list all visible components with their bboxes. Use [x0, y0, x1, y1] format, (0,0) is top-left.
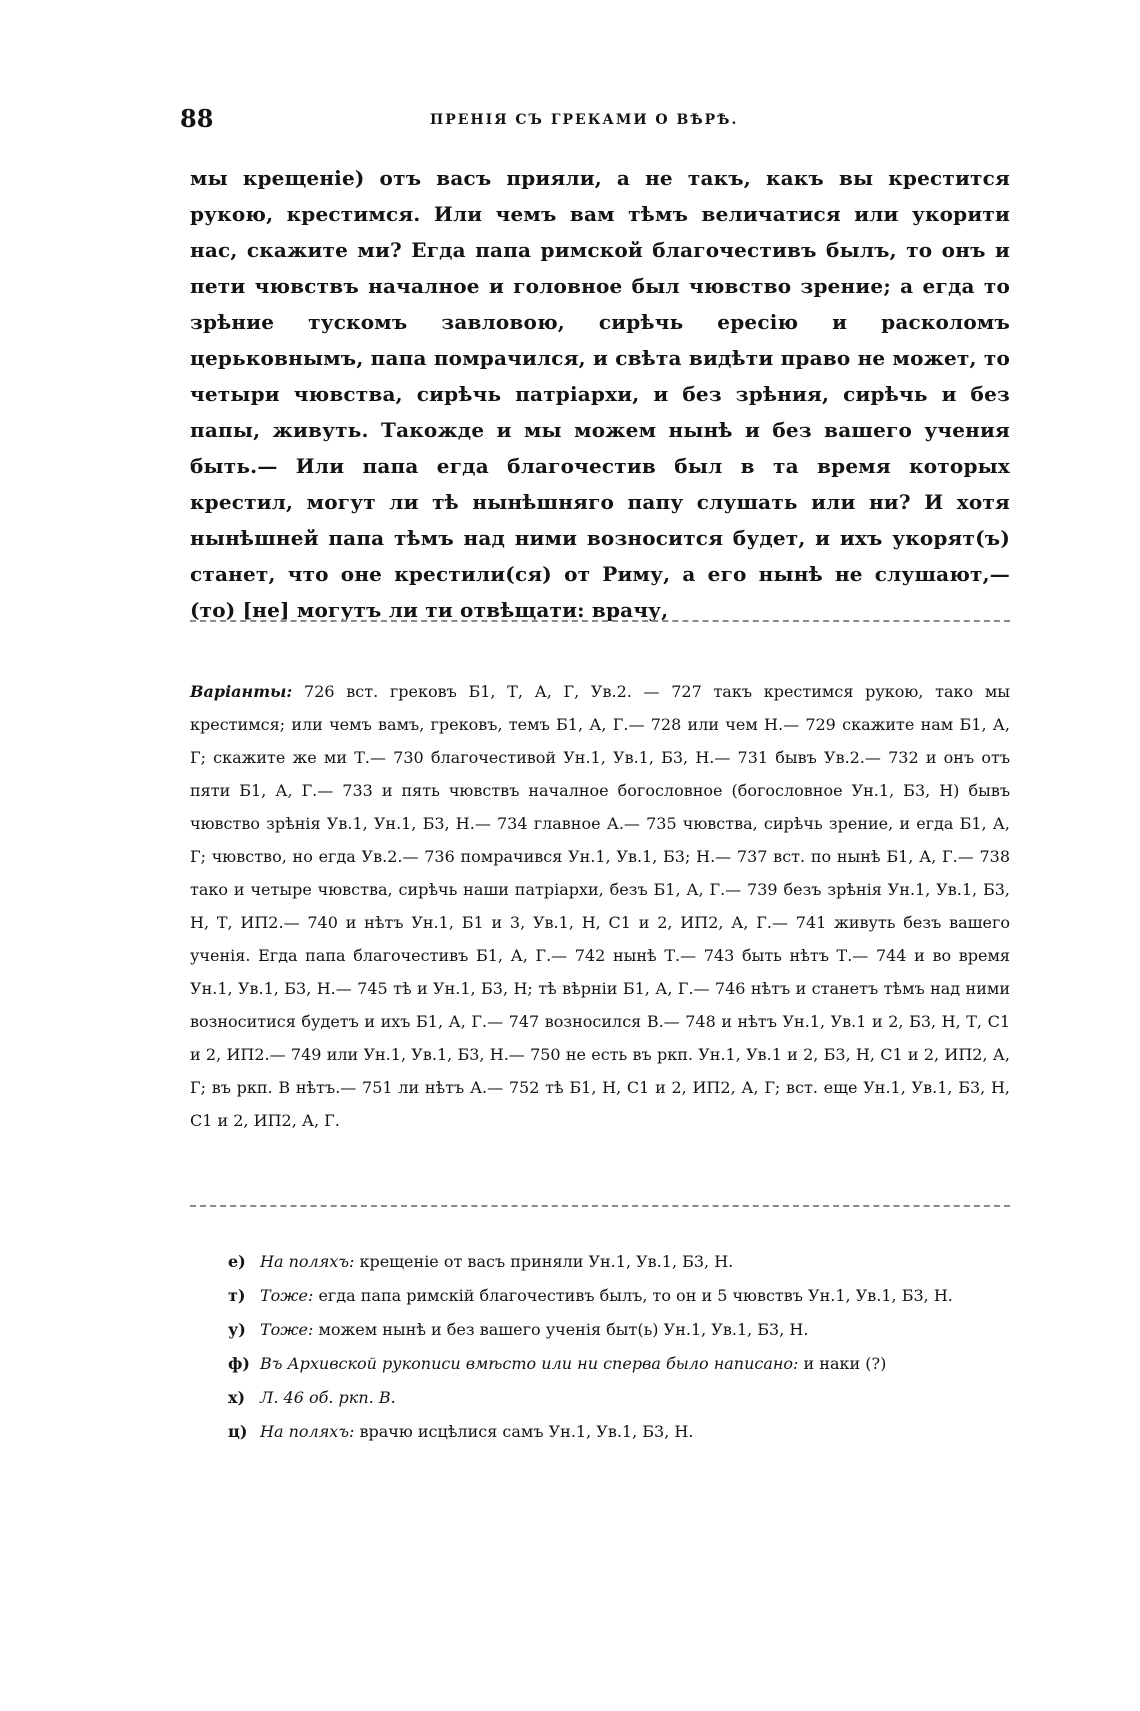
footnote-label: На поляхъ: — [260, 1422, 355, 1441]
footnote-mark: х) — [228, 1388, 246, 1407]
footnote-label: Тоже: — [260, 1320, 314, 1339]
footnote-text: крещеніе от васъ приняли Ун.1, Ув.1, Б3, Н. — [359, 1252, 734, 1271]
variants-text: 726 вст. грековъ Б1, Т, А, Г, Ув.2. — 727 такъ крестимся рукою, тако мы крестимся; или чемъ вамъ, грековъ, темъ Б1, А, Г.— 728 или чем Н.— 729 скажите нам Б1, А, Г; скажите же ми Т.— 730 благочестивой Ун.1, Ув.1, Б3, Н.— 731 бывъ Ув.2.— 732 и онъ отъ пяти Б1, А, Г.— 733 и пять чювствъ началное богословное (богословное Ун.1, Б3, Н) бывъ чювство зрѣнія Ув.1, Ун.1, Б3, Н.— 734 главное А.— 735 чювства, сирѣчь зрение, и егда Б1, А, Г; чювство, но егда Ув.2.— 736 помрачився Ун.1, Ув.1, Б3; Н.— 737 вст. по нынѣ Б1, А, Г.— 738 тако и четыре чювства, сирѣчь наши патріархи, безъ Б1, А, Г.— 739 безъ зрѣнія Ун.1, Ув.1, Б3, Н, Т, ИП2.— 740 и нѣтъ Ун.1, Б1 и 3, Ув.1, Н, С1 и 2, ИП2, А, Г.— 741 живуть безъ вашего ученія. Егда папа благочестивъ Б1, А, Г.— 742 нынѣ Т.— 743 быть нѣтъ Т.— 744 и во время Ун.1, Ув.1, Б3, Н.— 745 тѣ и Ун.1, Б3, Н; тѣ вѣрніи Б1, А, Г.— 746 нѣтъ и станетъ тѣмъ над ними возноситися будетъ и ихъ Б1, А, Г.— 747 возносился В.— 748 и нѣтъ Ун.1, Ув.1 и 2, Б3, Н, Т, С1 и 2, ИП2.— 749 или Ун.1, Ув.1, Б3, Н.— 750 не есть въ ркп. Ун.1, Ув.1 и 2, Б3, Н, С1 и 2, ИП2, А, Г; въ ркп. В нѣтъ.— 751 ли нѣтъ А.— 752 тѣ Б1, Н, С1 и 2, ИП2, А, Г; вст. еще Ун.1, Ув.1, Б3, Н, С1 и 2, ИП2, А, Г. — [190, 682, 1010, 1130]
variants-apparatus — [190, 675, 1010, 1137]
running-head: ПРЕНІЯ СЪ ГРЕКАМИ О ВѢРѢ. — [430, 112, 739, 128]
footnote-mark: ц) — [228, 1422, 248, 1441]
footnote-mark: у) — [228, 1320, 246, 1339]
footnote-text: врачю исцѣлися самъ Ун.1, Ув.1, Б3, Н. — [359, 1422, 694, 1441]
separator-rule — [190, 1205, 1010, 1207]
footnote — [200, 1415, 1010, 1449]
footnotes-block — [200, 1245, 1010, 1449]
footnote — [200, 1245, 1010, 1279]
separator-rule — [190, 620, 1010, 622]
footnote-label: Тоже: — [260, 1286, 314, 1305]
footnote-mark: е) — [228, 1252, 246, 1271]
footnote-label: Л. 46 об. ркп. В. — [260, 1388, 396, 1407]
footnote-text: и наки (?) — [803, 1354, 887, 1373]
footnote-label: Въ Архивской рукописи вмѣсто или ни сперва было написано: — [260, 1354, 799, 1373]
footnote-text: можем нынѣ и без вашего ученія быт(ь) Ун.1, Ув.1, Б3, Н. — [318, 1320, 809, 1339]
page-number: 88 — [180, 104, 214, 133]
main-paragraph: мы крещеніе) отъ васъ прияли, а не такъ, какъ вы крестится рукою, крестимся. Или чемъ вам тѣмъ величатися или укорити нас, скажите ми? Егда папа римской благочестивъ былъ, то онъ и пети чювствъ началное и головное был чювство зрение; а егда то зрѣние тускомъ завловою, сирѣчь ересію и расколомъ церьковнымъ, папа помрачился, и свѣта видѣти право не может, то четыри чювства, сирѣчь патріархи, и без зрѣния, сирѣчь и без папы, живуть. Такожде и мы можем нынѣ и без вашего учения быть.— Или папа егда благочестив был в та время которых крестил, могут ли тѣ нынѣшняго папу слушать или ни? И хотя нынѣшней папа тѣмъ над ними возносится будет, и ихъ укорят(ъ) станет, что оне крестили(ся) от Риму, а его нынѣ не слушают,— (то) [не] могутъ ли ти отвѣщати: врачу, — [190, 166, 1010, 622]
footnote — [200, 1347, 1010, 1381]
page-header — [180, 104, 1010, 144]
footnote-mark: ф) — [228, 1354, 250, 1373]
footnote — [200, 1381, 1010, 1415]
footnote-mark: т) — [228, 1286, 246, 1305]
footnote — [200, 1279, 1010, 1313]
footnote-text: егда папа римскій благочестивъ былъ, то он и 5 чювствъ Ун.1, Ув.1, Б3, Н. — [318, 1286, 953, 1305]
variants-heading: Варіанты: — [190, 682, 293, 701]
main-text-block — [190, 160, 1010, 628]
footnote — [200, 1313, 1010, 1347]
footnote-label: На поляхъ: — [260, 1252, 355, 1271]
